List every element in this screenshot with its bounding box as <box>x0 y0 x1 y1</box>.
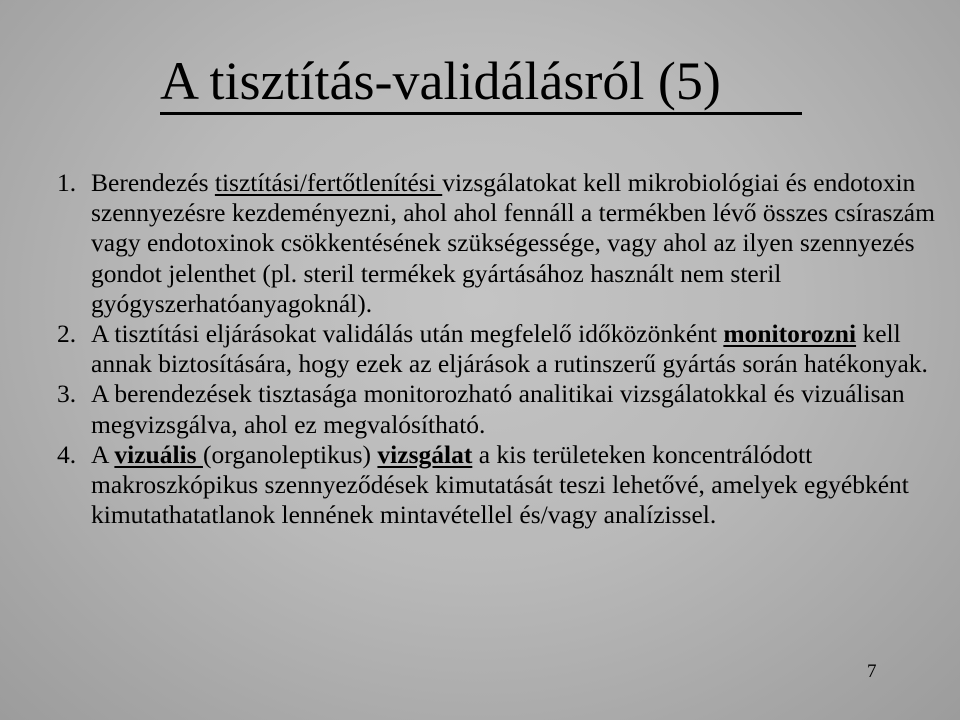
slide-title: A tisztítás-validálásról (5) <box>160 51 721 111</box>
underlined-term: tisztítási/fertőtlenítési <box>214 168 443 197</box>
underlined-term: vizuális <box>114 439 203 469</box>
item-text: A <box>91 439 115 469</box>
underlined-term: monitorozni <box>723 319 857 349</box>
item-number: 3. <box>57 379 77 409</box>
item-text: a kis területeken koncentrálódott makroszkópikus szennyeződések kimutatását teszi lehetővé, amelyek egyébként kimutathatatlanok lennének mintavétellel és/vagy analízissel. <box>91 439 909 530</box>
title-underline <box>160 112 802 115</box>
item-number: 4. <box>57 439 77 469</box>
item-text: A tisztítási eljárásokat validálás után megfelelő időközönként <box>91 319 724 349</box>
item-text: kell annak biztosítására, hogy ezek az eljárások a rutinszerű gyártás során hatékonyak. <box>91 319 928 379</box>
item-text: Berendezés <box>91 168 215 197</box>
item-number: 1. <box>57 168 77 197</box>
list-item <box>57 319 947 379</box>
item-list <box>57 168 947 530</box>
item-text: (organoleptikus) <box>202 439 378 469</box>
item-number: 2. <box>57 319 77 349</box>
item-text: vizsgálatokat kell mikrobiológiai és endotoxin szennyezésre kezdeményezni, ahol ahol fennáll a termékben lévő összes csíraszám vagy endotoxinok csökkentésének szükségessége, vagy ahol az ilyen szennyezés gondot jelenthet (pl. steril termékek gyártásához használt nem steril gyógyszerhatóanyagoknál). <box>91 168 935 318</box>
list-item <box>57 168 947 319</box>
list-item <box>57 379 947 439</box>
list-item <box>57 440 947 531</box>
underlined-term: vizsgálat <box>377 439 473 469</box>
page-number: 7 <box>867 661 877 682</box>
item-text: A berendezések tisztasága monitorozható analitikai vizsgálatokkal és vizuálisan megvizsgálva, ahol ez megvalósítható. <box>91 379 905 439</box>
